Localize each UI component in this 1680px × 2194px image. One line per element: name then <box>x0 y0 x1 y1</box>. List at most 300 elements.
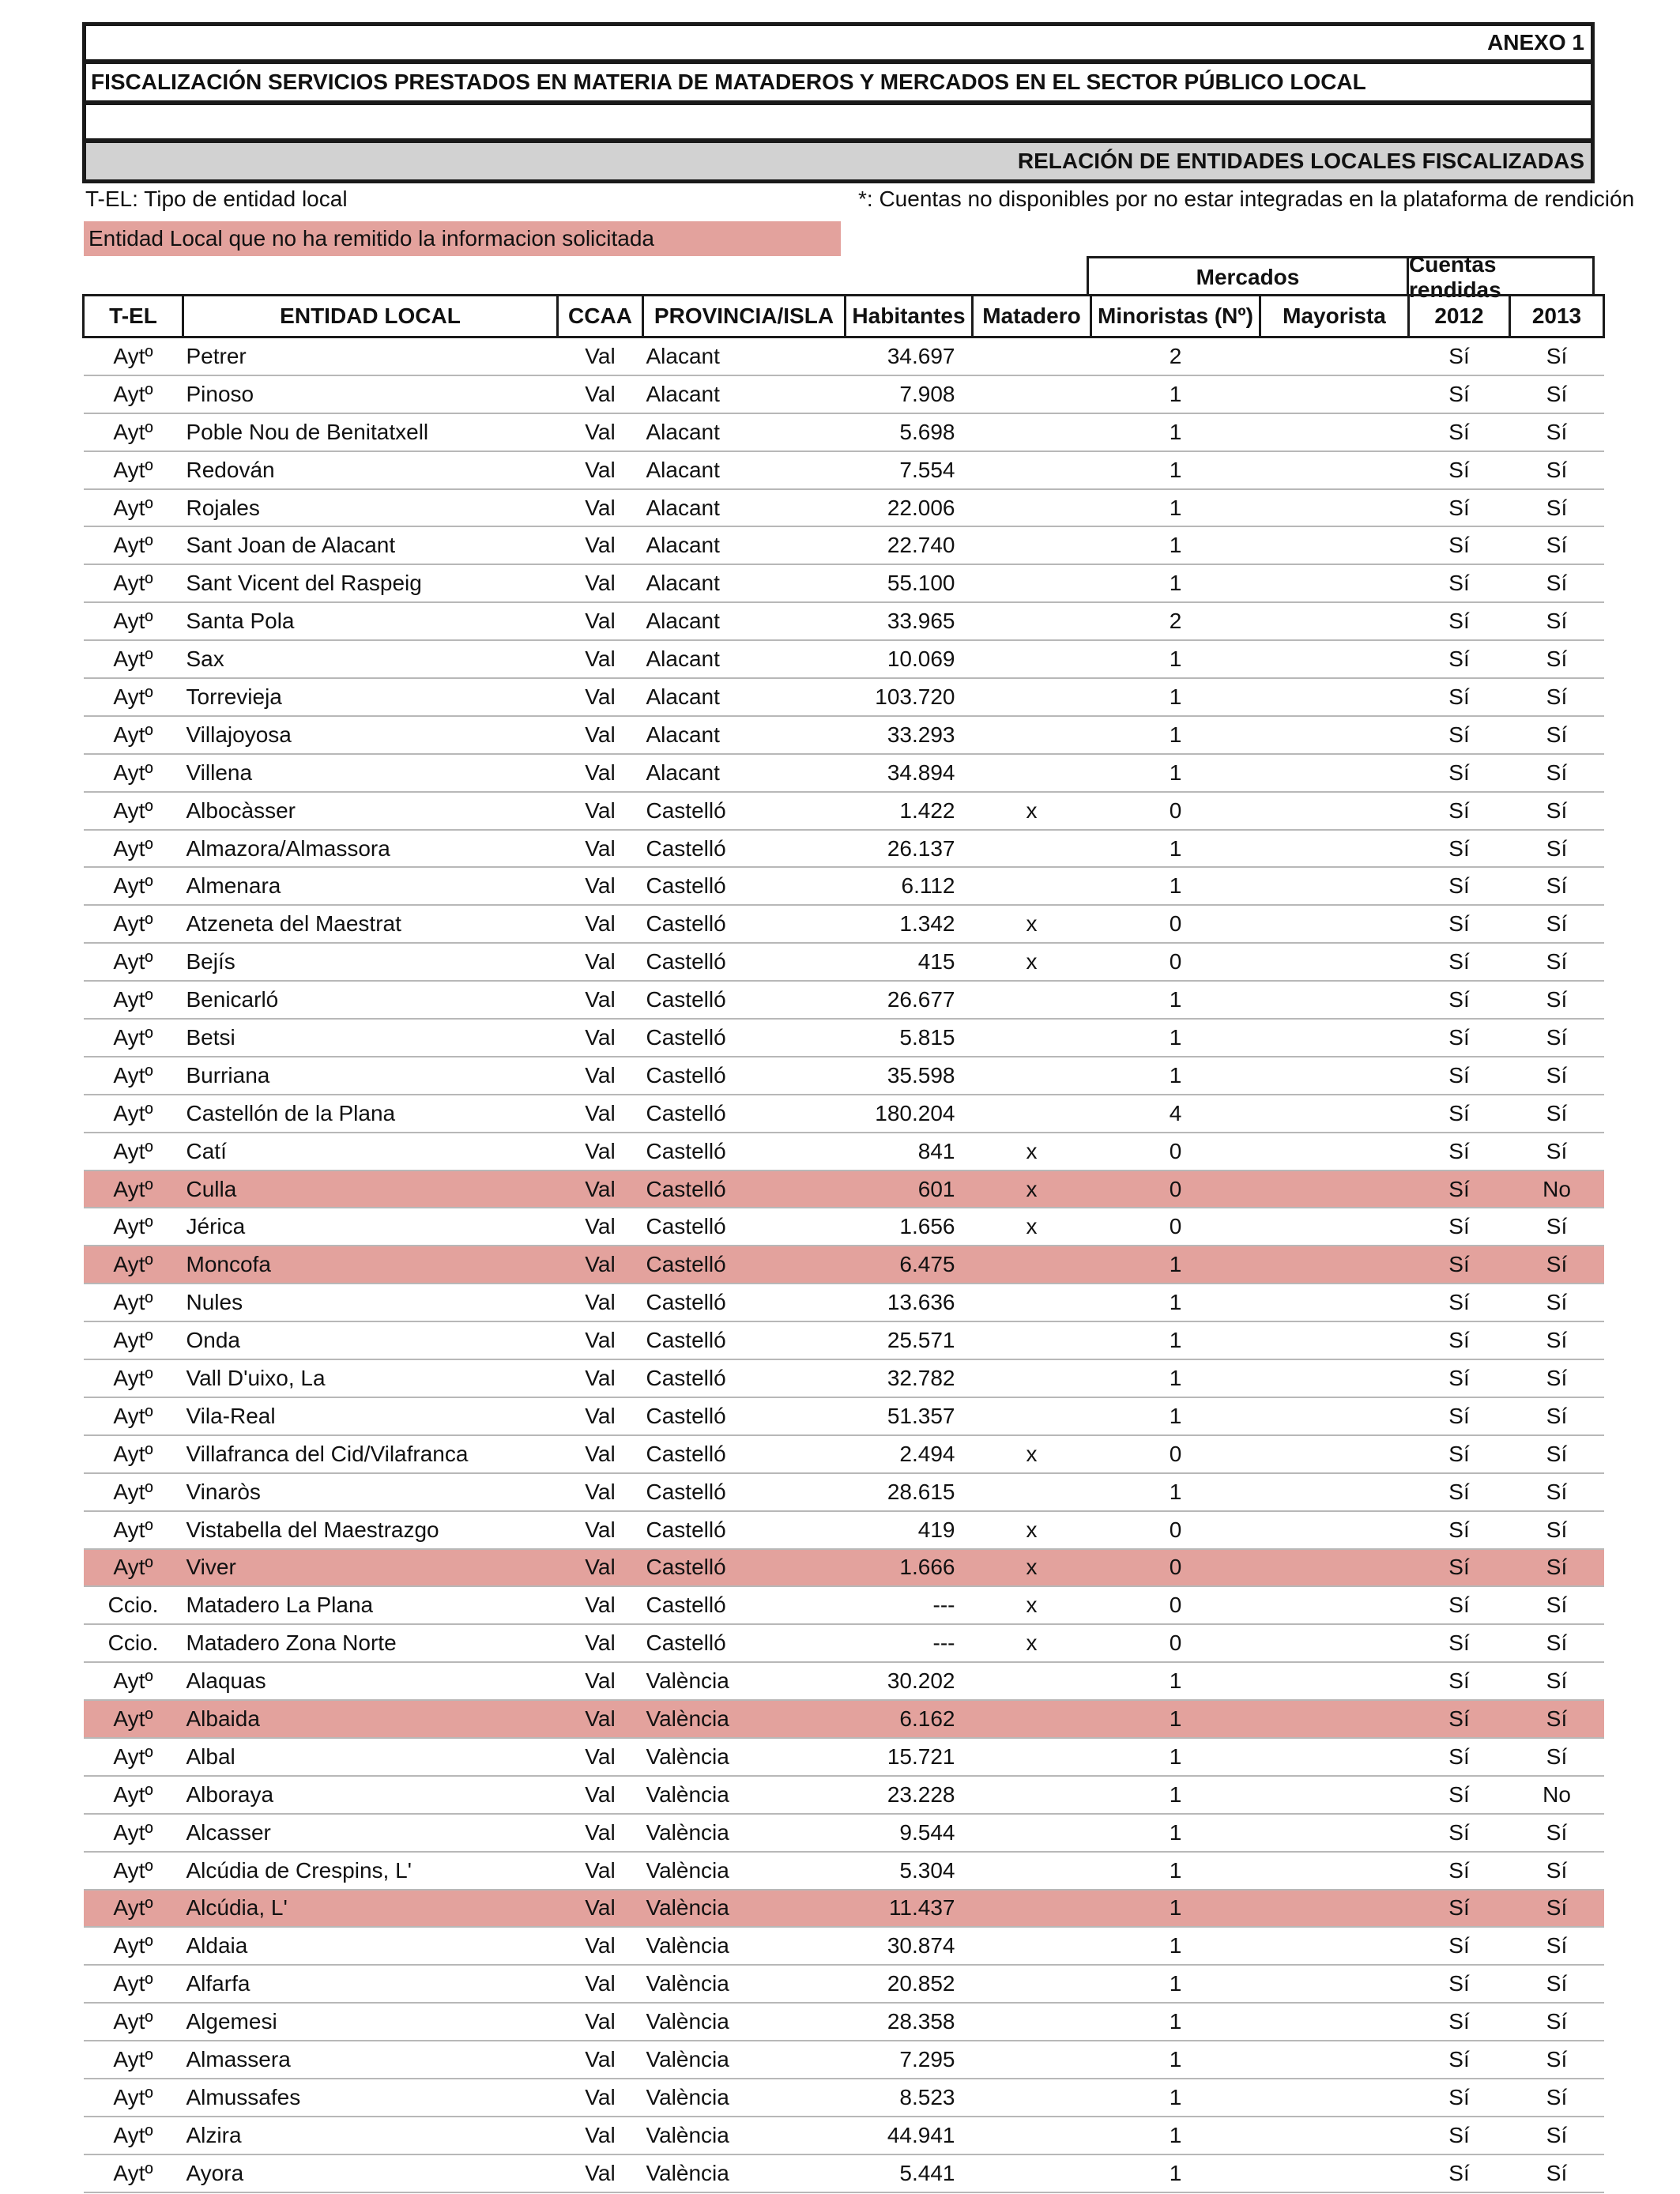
cell-2013: Sí <box>1510 1246 1604 1284</box>
cell-matadero <box>973 413 1091 451</box>
cell-2013: Sí <box>1510 1890 1604 1928</box>
cell-2013: Sí <box>1510 830 1604 868</box>
cell-entidad: Alboraya <box>183 1776 558 1814</box>
col-header-minoristas: Minoristas (Nº) <box>1091 296 1260 337</box>
cell-entidad: Algemesi <box>183 2003 558 2041</box>
cell-entidad: Villafranca del Cid/Vilafranca <box>183 1435 558 1473</box>
cell-habitantes: 7.908 <box>846 375 973 413</box>
col-header-ccaa: CCAA <box>558 296 643 337</box>
col-header-mayorista: Mayorista <box>1260 296 1409 337</box>
col-header-entidad: ENTIDAD LOCAL <box>183 296 558 337</box>
cell-2012: Sí <box>1409 1965 1510 2003</box>
cell-tel: Aytº <box>84 1852 183 1890</box>
cell-2013: Sí <box>1510 2041 1604 2079</box>
cell-minoristas: 1 <box>1091 2117 1260 2154</box>
cell-mayorista <box>1260 564 1409 602</box>
cell-habitantes: 6.475 <box>846 1246 973 1284</box>
cell-2013: Sí <box>1510 375 1604 413</box>
cell-2013: Sí <box>1510 1662 1604 1700</box>
cell-2013: Sí <box>1510 1435 1604 1473</box>
cell-ccaa: Val <box>558 905 643 943</box>
cell-habitantes: 13.636 <box>846 1284 973 1321</box>
cell-tel: Aytº <box>84 1814 183 1852</box>
table-row <box>84 1662 1604 1700</box>
cell-2012: Sí <box>1409 1814 1510 1852</box>
cell-2012: Sí <box>1409 1890 1510 1928</box>
cell-habitantes: 30.874 <box>846 1927 973 1965</box>
cell-tel: Aytº <box>84 602 183 640</box>
cell-ccaa: Val <box>558 1095 643 1133</box>
cell-minoristas: 1 <box>1091 678 1260 716</box>
table-row <box>84 830 1604 868</box>
cell-entidad: Onda <box>183 1321 558 1359</box>
cell-entidad: Moncofa <box>183 1246 558 1284</box>
table-row <box>84 754 1604 792</box>
table-row <box>84 451 1604 489</box>
cell-provincia: Castelló <box>643 1511 846 1549</box>
cell-mayorista <box>1260 1397 1409 1435</box>
cell-matadero: x <box>973 1133 1091 1171</box>
cell-entidad: Jérica <box>183 1208 558 1246</box>
cell-entidad: Santa Pola <box>183 602 558 640</box>
cell-entidad: Alcúdia de Crespins, L' <box>183 1852 558 1890</box>
cell-entidad: Burriana <box>183 1057 558 1095</box>
cell-entidad: Ayora <box>183 2154 558 2192</box>
cell-tel: Aytº <box>84 1473 183 1511</box>
document-title: FISCALIZACIÓN SERVICIOS PRESTADOS EN MATERIA DE MATADEROS Y MERCADOS EN EL SECTOR PÚBLICO LOCAL <box>91 70 1366 94</box>
cell-provincia: Castelló <box>643 1171 846 1208</box>
table-row <box>84 526 1604 564</box>
cell-tel: Aytº <box>84 1738 183 1776</box>
cell-provincia: Castelló <box>643 1321 846 1359</box>
cell-entidad: Petrer <box>183 337 558 375</box>
cell-matadero: x <box>973 1549 1091 1587</box>
cell-2013: Sí <box>1510 1511 1604 1549</box>
cell-habitantes: 5.441 <box>846 2154 973 2192</box>
cell-tel: Ccio. <box>84 1586 183 1624</box>
cell-matadero <box>973 564 1091 602</box>
cell-entidad: Poble Nou de Benitatxell <box>183 413 558 451</box>
cell-habitantes: 419 <box>846 1511 973 1549</box>
cell-2012: Sí <box>1409 413 1510 451</box>
cell-ccaa: Val <box>558 451 643 489</box>
cell-ccaa: Val <box>558 1359 643 1397</box>
cell-tel: Aytº <box>84 1057 183 1095</box>
cell-mayorista <box>1260 792 1409 830</box>
table-row <box>84 1549 1604 1587</box>
cell-2013: Sí <box>1510 1321 1604 1359</box>
cell-mayorista <box>1260 1321 1409 1359</box>
cell-2013: Sí <box>1510 1019 1604 1057</box>
cell-minoristas: 1 <box>1091 2154 1260 2192</box>
cell-minoristas: 0 <box>1091 1133 1260 1171</box>
table-body <box>84 337 1604 2192</box>
cell-matadero <box>973 640 1091 678</box>
cell-2013: Sí <box>1510 1057 1604 1095</box>
table-row <box>84 1511 1604 1549</box>
cell-provincia: Alacant <box>643 640 846 678</box>
cell-entidad: Alzira <box>183 2117 558 2154</box>
cell-ccaa: Val <box>558 1435 643 1473</box>
cell-matadero <box>973 2079 1091 2117</box>
cell-provincia: Castelló <box>643 830 846 868</box>
cell-matadero: x <box>973 1624 1091 1662</box>
cell-provincia: Alacant <box>643 564 846 602</box>
cell-tel: Aytº <box>84 1133 183 1171</box>
cell-mayorista <box>1260 2154 1409 2192</box>
cell-ccaa: Val <box>558 2079 643 2117</box>
cell-2012: Sí <box>1409 792 1510 830</box>
cell-provincia: Alacant <box>643 678 846 716</box>
cell-tel: Aytº <box>84 1321 183 1359</box>
cell-habitantes: 34.697 <box>846 337 973 375</box>
cell-habitantes: 11.437 <box>846 1890 973 1928</box>
cell-matadero <box>973 2154 1091 2192</box>
cell-entidad: Torrevieja <box>183 678 558 716</box>
cell-2012: Sí <box>1409 2003 1510 2041</box>
cell-ccaa: Val <box>558 1473 643 1511</box>
cell-provincia: Castelló <box>643 792 846 830</box>
cell-mayorista <box>1260 1246 1409 1284</box>
cell-provincia: Castelló <box>643 1246 846 1284</box>
cell-provincia: Castelló <box>643 1095 846 1133</box>
cell-matadero <box>973 337 1091 375</box>
cell-entidad: Sant Joan de Alacant <box>183 526 558 564</box>
cell-habitantes: 180.204 <box>846 1095 973 1133</box>
cell-entidad: Nules <box>183 1284 558 1321</box>
cell-2013: Sí <box>1510 2117 1604 2154</box>
cell-provincia: Alacant <box>643 413 846 451</box>
cell-ccaa: Val <box>558 1624 643 1662</box>
table-row <box>84 943 1604 981</box>
cell-ccaa: Val <box>558 1738 643 1776</box>
legend-text: Entidad Local que no ha remitido la informacion solicitada <box>89 226 654 251</box>
cell-provincia: València <box>643 1776 846 1814</box>
cell-tel: Aytº <box>84 564 183 602</box>
cell-mayorista <box>1260 2079 1409 2117</box>
cell-minoristas: 1 <box>1091 1965 1260 2003</box>
cell-ccaa: Val <box>558 1965 643 2003</box>
cell-2012: Sí <box>1409 2041 1510 2079</box>
cell-mayorista <box>1260 867 1409 905</box>
cell-provincia: Alacant <box>643 337 846 375</box>
cell-mayorista <box>1260 1624 1409 1662</box>
cell-provincia: Alacant <box>643 602 846 640</box>
cell-2013: Sí <box>1510 1549 1604 1587</box>
cell-minoristas: 0 <box>1091 943 1260 981</box>
cell-habitantes: 34.894 <box>846 754 973 792</box>
cell-habitantes: 5.304 <box>846 1852 973 1890</box>
table-row <box>84 564 1604 602</box>
cell-provincia: València <box>643 1852 846 1890</box>
cell-minoristas: 1 <box>1091 1700 1260 1738</box>
cell-mayorista <box>1260 1586 1409 1624</box>
cell-entidad: Benicarló <box>183 981 558 1019</box>
annex-header-bar <box>82 22 1595 63</box>
cell-2012: Sí <box>1409 1738 1510 1776</box>
cell-entidad: Vila-Real <box>183 1397 558 1435</box>
cell-2012: Sí <box>1409 1359 1510 1397</box>
cell-tel: Aytº <box>84 2003 183 2041</box>
cell-mayorista <box>1260 1549 1409 1587</box>
cell-minoristas: 1 <box>1091 375 1260 413</box>
cell-minoristas: 1 <box>1091 2041 1260 2079</box>
cell-entidad: Vinaròs <box>183 1473 558 1511</box>
cell-tel: Aytº <box>84 792 183 830</box>
cell-tel: Aytº <box>84 489 183 527</box>
cell-tel: Aytº <box>84 1019 183 1057</box>
table-row <box>84 1814 1604 1852</box>
cell-provincia: Castelló <box>643 1624 846 1662</box>
cell-entidad: Alaquas <box>183 1662 558 1700</box>
cell-provincia: València <box>643 1890 846 1928</box>
table-row <box>84 792 1604 830</box>
cell-habitantes: --- <box>846 1624 973 1662</box>
cell-entidad: Villena <box>183 754 558 792</box>
cell-mayorista <box>1260 943 1409 981</box>
cell-minoristas: 2 <box>1091 602 1260 640</box>
cell-habitantes: 2.494 <box>846 1435 973 1473</box>
cell-ccaa: Val <box>558 1019 643 1057</box>
cell-entidad: Redován <box>183 451 558 489</box>
cell-2013: Sí <box>1510 2003 1604 2041</box>
subtitle-bar <box>82 139 1595 183</box>
cell-2013: Sí <box>1510 1624 1604 1662</box>
cell-minoristas: 2 <box>1091 337 1260 375</box>
legend-highlight-box <box>84 221 841 256</box>
cell-2012: Sí <box>1409 1321 1510 1359</box>
cell-matadero <box>973 678 1091 716</box>
cell-provincia: València <box>643 2003 846 2041</box>
cell-minoristas: 1 <box>1091 1019 1260 1057</box>
cell-minoristas: 1 <box>1091 1246 1260 1284</box>
cell-mayorista <box>1260 2003 1409 2041</box>
cell-entidad: Alcúdia, L' <box>183 1890 558 1928</box>
cell-provincia: Castelló <box>643 1057 846 1095</box>
cell-mayorista <box>1260 640 1409 678</box>
cell-minoristas: 1 <box>1091 1397 1260 1435</box>
cell-tel: Aytº <box>84 2117 183 2154</box>
cell-tel: Aytº <box>84 375 183 413</box>
cell-2012: Sí <box>1409 1397 1510 1435</box>
table-row <box>84 1057 1604 1095</box>
cell-entidad: Pinoso <box>183 375 558 413</box>
cell-tel: Aytº <box>84 1511 183 1549</box>
cell-2012: Sí <box>1409 678 1510 716</box>
cell-minoristas: 1 <box>1091 1284 1260 1321</box>
cell-2012: Sí <box>1409 1284 1510 1321</box>
cell-provincia: València <box>643 2079 846 2117</box>
cell-habitantes: 5.815 <box>846 1019 973 1057</box>
cell-tel: Aytº <box>84 754 183 792</box>
cell-mayorista <box>1260 1890 1409 1928</box>
cell-entidad: Albal <box>183 1738 558 1776</box>
cell-provincia: Castelló <box>643 1208 846 1246</box>
cell-provincia: València <box>643 1700 846 1738</box>
cell-provincia: Castelló <box>643 867 846 905</box>
cell-provincia: Castelló <box>643 1397 846 1435</box>
cell-provincia: València <box>643 2117 846 2154</box>
cell-2012: Sí <box>1409 905 1510 943</box>
cell-2013: Sí <box>1510 943 1604 981</box>
cell-2012: Sí <box>1409 337 1510 375</box>
cell-habitantes: 5.698 <box>846 413 973 451</box>
cell-tel: Aytº <box>84 1208 183 1246</box>
cell-minoristas: 1 <box>1091 1057 1260 1095</box>
cell-minoristas: 1 <box>1091 1473 1260 1511</box>
document-subtitle: RELACIÓN DE ENTIDADES LOCALES FISCALIZADAS <box>1017 149 1584 173</box>
cell-matadero <box>973 1473 1091 1511</box>
cell-tel: Aytº <box>84 526 183 564</box>
cell-minoristas: 4 <box>1091 1095 1260 1133</box>
cell-provincia: Castelló <box>643 1473 846 1511</box>
cell-habitantes: 28.615 <box>846 1473 973 1511</box>
cell-entidad: Alfarfa <box>183 1965 558 2003</box>
cell-matadero <box>973 1776 1091 1814</box>
cell-minoristas: 1 <box>1091 564 1260 602</box>
cell-matadero <box>973 867 1091 905</box>
cell-mayorista <box>1260 1473 1409 1511</box>
cell-matadero <box>973 1246 1091 1284</box>
cell-mayorista <box>1260 602 1409 640</box>
cell-tel: Aytº <box>84 2041 183 2079</box>
cell-mayorista <box>1260 526 1409 564</box>
cell-matadero <box>973 489 1091 527</box>
cell-minoristas: 1 <box>1091 1890 1260 1928</box>
table-row <box>84 1700 1604 1738</box>
cell-tel: Aytº <box>84 451 183 489</box>
cell-entidad: Vistabella del Maestrazgo <box>183 1511 558 1549</box>
cell-provincia: Castelló <box>643 1359 846 1397</box>
cell-habitantes: 44.941 <box>846 2117 973 2154</box>
cell-tel: Aytº <box>84 337 183 375</box>
cell-matadero: x <box>973 1171 1091 1208</box>
cell-minoristas: 1 <box>1091 1814 1260 1852</box>
cell-matadero <box>973 981 1091 1019</box>
cell-ccaa: Val <box>558 678 643 716</box>
cell-tel: Aytº <box>84 1435 183 1473</box>
cell-2012: Sí <box>1409 830 1510 868</box>
table-row <box>84 1738 1604 1776</box>
cell-matadero <box>973 2003 1091 2041</box>
cell-2013: Sí <box>1510 1738 1604 1776</box>
cell-minoristas: 1 <box>1091 451 1260 489</box>
cell-tel: Aytº <box>84 413 183 451</box>
cell-entidad: Almussafes <box>183 2079 558 2117</box>
cell-ccaa: Val <box>558 830 643 868</box>
cell-minoristas: 1 <box>1091 640 1260 678</box>
table-row <box>84 905 1604 943</box>
cell-matadero <box>973 1397 1091 1435</box>
cell-2012: Sí <box>1409 1549 1510 1587</box>
cell-ccaa: Val <box>558 1586 643 1624</box>
cell-matadero <box>973 1700 1091 1738</box>
table-row <box>84 1624 1604 1662</box>
cell-provincia: Castelló <box>643 1284 846 1321</box>
table-row <box>84 1397 1604 1435</box>
annex-label: ANEXO 1 <box>1487 30 1584 55</box>
cell-provincia: València <box>643 2154 846 2192</box>
cell-provincia: València <box>643 1662 846 1700</box>
table-row <box>84 489 1604 527</box>
cell-matadero <box>973 1814 1091 1852</box>
cell-tel: Aytº <box>84 1965 183 2003</box>
cell-tel: Aytº <box>84 640 183 678</box>
cell-habitantes: 8.523 <box>846 2079 973 2117</box>
cell-2012: Sí <box>1409 375 1510 413</box>
cell-ccaa: Val <box>558 1927 643 1965</box>
cell-habitantes: 25.571 <box>846 1321 973 1359</box>
cell-habitantes: 26.137 <box>846 830 973 868</box>
table-row <box>84 1927 1604 1965</box>
cell-ccaa: Val <box>558 1208 643 1246</box>
cell-mayorista <box>1260 1852 1409 1890</box>
cell-2013: Sí <box>1510 564 1604 602</box>
table-row <box>84 602 1604 640</box>
cell-minoristas: 1 <box>1091 2079 1260 2117</box>
cell-minoristas: 0 <box>1091 792 1260 830</box>
cell-tel: Aytº <box>84 1890 183 1928</box>
cell-mayorista <box>1260 1700 1409 1738</box>
cell-habitantes: 841 <box>846 1133 973 1171</box>
cell-provincia: Castelló <box>643 1019 846 1057</box>
cell-minoristas: 1 <box>1091 1738 1260 1776</box>
cell-ccaa: Val <box>558 2154 643 2192</box>
cell-provincia: València <box>643 1814 846 1852</box>
cell-mayorista <box>1260 1133 1409 1171</box>
cell-provincia: València <box>643 1965 846 2003</box>
cell-minoristas: 0 <box>1091 905 1260 943</box>
cell-provincia: Castelló <box>643 943 846 981</box>
table-row <box>84 375 1604 413</box>
cell-2013: Sí <box>1510 1700 1604 1738</box>
cell-2013: Sí <box>1510 1095 1604 1133</box>
cell-provincia: Castelló <box>643 1549 846 1587</box>
cell-ccaa: Val <box>558 1776 643 1814</box>
cell-2013: Sí <box>1510 1397 1604 1435</box>
cell-provincia: Castelló <box>643 1586 846 1624</box>
cell-provincia: Castelló <box>643 905 846 943</box>
cell-matadero <box>973 1057 1091 1095</box>
cell-ccaa: Val <box>558 337 643 375</box>
cell-ccaa: Val <box>558 716 643 754</box>
cell-2013: No <box>1510 1171 1604 1208</box>
cell-2012: Sí <box>1409 602 1510 640</box>
cell-minoristas: 0 <box>1091 1549 1260 1587</box>
cell-2012: Sí <box>1409 526 1510 564</box>
cell-provincia: Alacant <box>643 526 846 564</box>
cell-2013: Sí <box>1510 1284 1604 1321</box>
cell-2013: Sí <box>1510 867 1604 905</box>
cell-2013: Sí <box>1510 602 1604 640</box>
table-row <box>84 981 1604 1019</box>
cell-2013: Sí <box>1510 716 1604 754</box>
cell-tel: Aytº <box>84 1095 183 1133</box>
cell-minoristas: 0 <box>1091 1624 1260 1662</box>
cell-tel: Aytº <box>84 1284 183 1321</box>
cell-minoristas: 0 <box>1091 1208 1260 1246</box>
cell-tel: Aytº <box>84 2079 183 2117</box>
cell-entidad: Sax <box>183 640 558 678</box>
cell-ccaa: Val <box>558 1171 643 1208</box>
cell-mayorista <box>1260 1662 1409 1700</box>
cell-provincia: Alacant <box>643 489 846 527</box>
cell-ccaa: Val <box>558 867 643 905</box>
cell-2012: Sí <box>1409 1095 1510 1133</box>
cell-habitantes: 20.852 <box>846 1965 973 2003</box>
cell-2012: Sí <box>1409 754 1510 792</box>
cell-mayorista <box>1260 1776 1409 1814</box>
